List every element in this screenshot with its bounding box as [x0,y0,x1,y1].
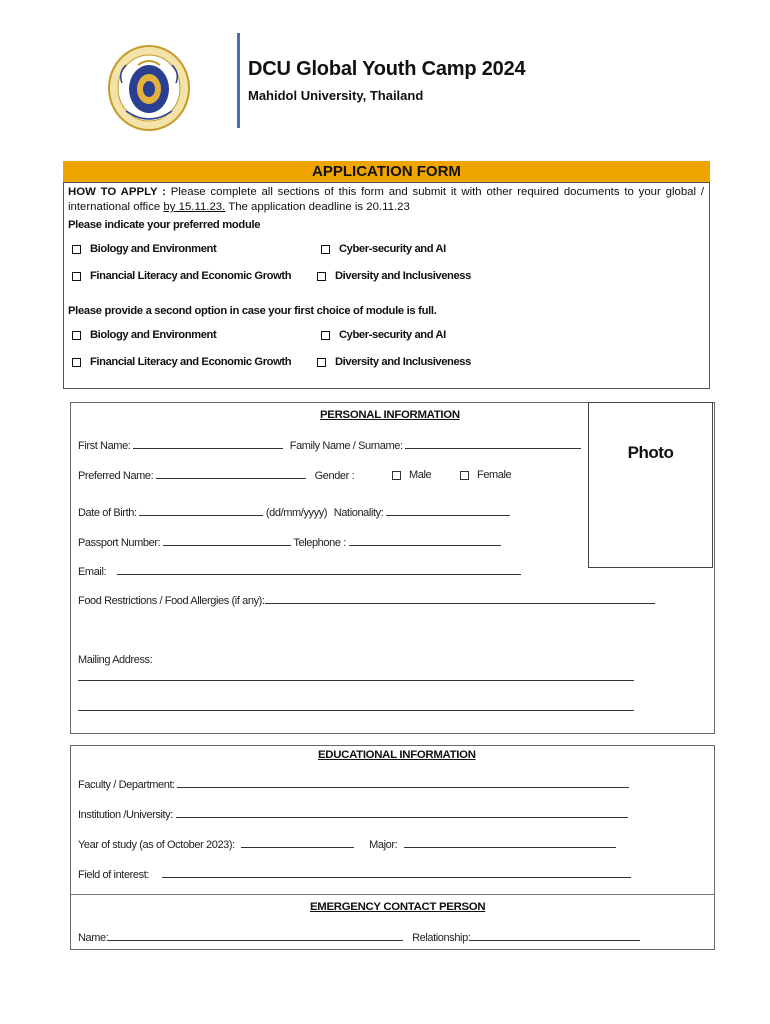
field-label: Faculty / Department: [78,779,175,791]
passport-row [78,536,501,549]
preferred-module-label: Please indicate your preferred module [68,219,261,231]
mahidol-university-seal-icon [108,45,190,131]
email-field[interactable] [117,565,521,575]
relationship-field[interactable] [470,931,640,941]
option-label: Biology and Environment [90,329,217,341]
field-label: Nationality: [333,507,384,519]
option-label: Biology and Environment [90,243,217,255]
photo-box [588,402,713,568]
faculty-field[interactable] [177,778,629,788]
emergency-contact-heading: EMERGENCY CONTACT PERSON [310,901,486,913]
checkbox[interactable] [392,471,401,480]
second-option-diversity[interactable] [317,356,471,368]
option-label: Female [477,469,512,481]
field-label: Name: [78,932,109,944]
section-divider [70,894,715,895]
checkbox[interactable] [72,358,81,367]
food-restrictions-field[interactable] [265,594,655,604]
field-label: Preferred Name: [78,470,154,482]
second-option-label: Please provide a second option in case your first choice of module is full. [68,305,437,317]
photo-label: Photo [627,443,674,462]
second-option-cyber[interactable] [321,329,446,341]
option-label: Diversity and Inclusiveness [335,356,471,368]
field-label: Year of study (as of October 2023): [78,839,235,851]
checkbox[interactable] [72,245,81,254]
family-name-field[interactable] [405,439,581,449]
personal-info-heading: PERSONAL INFORMATION [320,409,460,421]
checkbox[interactable] [317,358,326,367]
institution-field[interactable] [176,808,628,818]
preferred-name-field[interactable] [156,469,306,479]
year-of-study-field[interactable] [241,838,354,848]
field-of-interest-field[interactable] [162,868,631,878]
food-row [78,594,655,607]
preferred-name-row [78,469,354,482]
field-label: First Name: [78,440,131,452]
option-label: Cyber-security and AI [339,329,446,341]
option-label: Financial Literacy and Economic Growth [90,356,292,368]
email-row [78,565,521,578]
first-name-row [78,439,581,452]
year-major-row [78,838,616,851]
page-title: DCU Global Youth Camp 2024 [248,58,526,80]
field-label: Field of interest: [78,869,150,881]
pref-option-biology[interactable] [72,243,216,255]
telephone-field[interactable] [349,536,501,546]
gender-male-option[interactable] [392,469,431,481]
how-to-apply-body: Please complete all sections of this form and submit it with other required documents to your global / international office [68,186,704,213]
field-label: Passport Number: [78,537,161,549]
second-option-biology[interactable] [72,329,216,341]
mailing-address-line-2[interactable] [78,701,634,711]
option-label: Male [409,469,432,481]
deadline-text: The application deadline is 20.11.23 [225,201,410,213]
checkbox[interactable] [317,272,326,281]
dob-row [78,506,510,519]
dob-format-hint: (dd/mm/yyyy) [265,507,328,519]
field-label: Email: [78,566,107,578]
pref-option-diversity[interactable] [317,270,471,282]
second-option-finance[interactable] [72,356,291,368]
option-label: Diversity and Inclusiveness [335,270,471,282]
field-label: Major: [369,839,398,851]
emergency-name-field[interactable] [108,931,403,941]
how-to-apply-label: HOW TO APPLY : [68,186,166,198]
pref-option-finance[interactable] [72,270,291,282]
checkbox[interactable] [460,471,469,480]
field-label: Telephone : [293,537,346,549]
mailing-address-label: Mailing Address: [78,654,153,666]
header-divider [237,33,240,128]
how-to-apply-text [68,185,704,215]
pref-option-cyber[interactable] [321,243,446,255]
major-field[interactable] [404,838,616,848]
checkbox[interactable] [72,331,81,340]
field-label: Food Restrictions / Food Allergies (if any): [78,595,265,607]
passport-field[interactable] [163,536,291,546]
page-subtitle: Mahidol University, Thailand [248,88,424,103]
field-label: Institution /University: [78,809,173,821]
educational-info-heading: EDUCATIONAL INFORMATION [318,749,476,761]
field-label: Date of Birth: [78,507,137,519]
gender-female-option[interactable] [460,469,511,481]
mailing-address-line-1[interactable] [78,671,634,681]
dob-field[interactable] [139,506,263,516]
field-of-interest-row [78,868,631,881]
option-label: Cyber-security and AI [339,243,446,255]
emergency-contact-row [78,931,640,944]
field-label: Relationship: [412,932,471,944]
faculty-row [78,778,629,791]
checkbox[interactable] [72,272,81,281]
submission-date: by 15.11.23. [163,201,226,213]
nationality-field[interactable] [386,506,510,516]
checkbox[interactable] [321,331,330,340]
institution-row [78,808,628,821]
field-label: Gender : [314,470,355,482]
field-label: Family Name / Surname: [289,440,403,452]
option-label: Financial Literacy and Economic Growth [90,270,292,282]
application-form-heading: APPLICATION FORM [63,161,710,183]
checkbox[interactable] [321,245,330,254]
first-name-field[interactable] [133,439,283,449]
